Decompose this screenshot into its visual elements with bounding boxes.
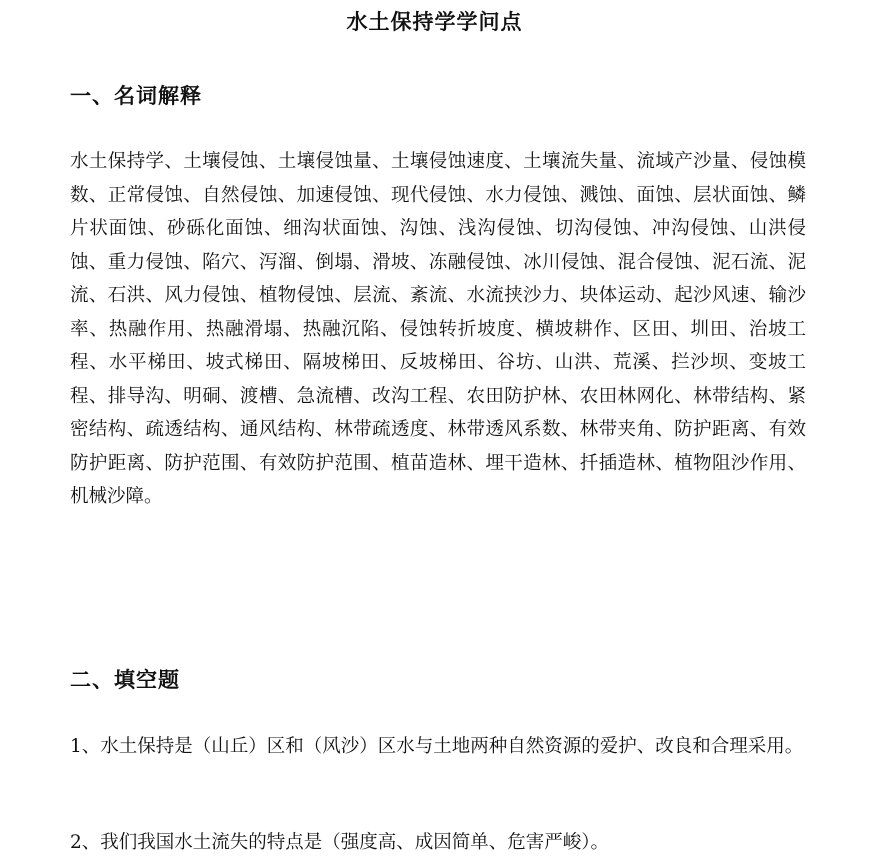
document-title: 水土保持学学问点 (346, 10, 523, 34)
definitions-term-list: 水土保持学、土壤侵蚀、土壤侵蚀量、土壤侵蚀速度、土壤流失量、流域产沙量、侵蚀模数、正常侵蚀、自然侵蚀、加速侵蚀、现代侵蚀、水力侵蚀、溅蚀、面蚀、层状面蚀、鳞片状面蚀、砂砾化面蚀、细沟状面蚀、沟蚀、浅沟侵蚀、切沟侵蚀、冲沟侵蚀、山洪侵蚀、重力侵蚀、陷穴、泻溜、倒塌、滑坡、冻融侵蚀、冰川侵蚀、混合侵蚀、泥石流、泥流、石洪、风力侵蚀、植物侵蚀、层流、紊流、水流挟沙力、块体运动、起沙风速、输沙率、热融作用、热融滑塌、热融沉陷、侵蚀转折坡度、横坡耕作、区田、圳田、治坡工程、水平梯田、坡式梯田、隔坡梯田、反坡梯田、谷坊、山洪、荒溪、拦沙坝、变坡工程、排导沟、明硐、渡槽、急流槽、改沟工程、农田防护林、农田林网化、林带结构、紧密结构、疏透结构、通风结构、林带疏透度、林带透风系数、林带夹角、防护距离、有效防护距离、防护范围、有效防护范围、植苗造林、埋干造林、扦插造林、植物阻沙作用、机械沙障。 (70, 151, 806, 507)
fill-in-question-1: 1、水土保持是（山丘）区和（风沙）区水与土地两种自然资源的爱护、改良和合理采用。 (70, 736, 804, 757)
section-heading-fill-in-blanks: 二、填空题 (70, 668, 180, 692)
section-heading-definitions: 一、名词解释 (70, 84, 202, 108)
fill-in-question-2: 2、我们我国水土流失的特点是（强度高、成因简单、危害严峻）。 (70, 832, 610, 853)
